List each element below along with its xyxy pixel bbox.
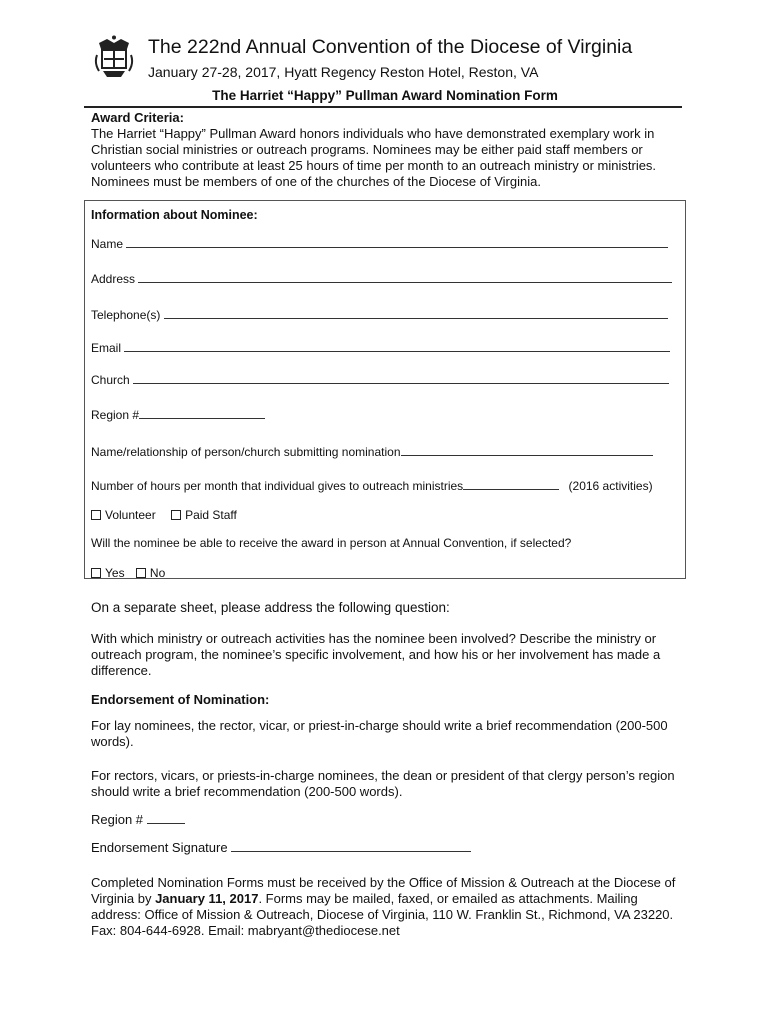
submitter-row <box>91 445 653 459</box>
form-title: The Harriet “Happy” Pullman Award Nomination Form <box>212 88 558 103</box>
address-field[interactable] <box>138 272 672 283</box>
deadline-date: January 11, 2017 <box>155 891 259 906</box>
yes-checkbox[interactable] <box>91 568 101 578</box>
name-field[interactable] <box>126 237 668 248</box>
address-label: Address <box>91 272 136 286</box>
telephone-row <box>91 308 668 322</box>
endorsement-region-field[interactable] <box>147 813 185 824</box>
address-row <box>91 272 672 286</box>
page-title: The 222nd Annual Convention of the Diocese of Virginia <box>148 36 633 58</box>
church-label: Church <box>91 373 130 387</box>
award-criteria <box>91 110 691 190</box>
question-intro: On a separate sheet, please address the following question: <box>91 600 450 615</box>
region-label: Region # <box>91 408 140 422</box>
email-label: Email <box>91 341 122 355</box>
name-row <box>91 237 668 251</box>
criteria-heading: Award Criteria: <box>91 110 184 125</box>
criteria-text: The Harriet “Happy” Pullman Award honors individuals who have demonstrated exemplary work in Christian social ministries or outreach programs. Nominees may be either paid staff members or volunteers who contribute at least 25 hours of time per month to an outreach ministry or ministries. Nominees must be members of one of the churches of the Diocese of Virginia. <box>91 126 657 189</box>
instructions-text-1: Completed Nomination Forms must be received by the Office of Mission & Outreach at the Diocese of Virginia by <box>91 875 676 906</box>
attend-question: Will the nominee be able to receive the award in person at Annual Convention, if selected? <box>91 536 572 550</box>
attend-options <box>91 566 177 580</box>
clergy-endorsement-text: For rectors, vicars, or priests-in-charge nominees, the dean or president of that clergy person’s region should write a brief recommendation (200-500 words). <box>91 768 675 799</box>
endorsement-heading: Endorsement of Nomination: <box>91 692 270 707</box>
telephone-field[interactable] <box>164 308 668 319</box>
no-checkbox[interactable] <box>136 568 146 578</box>
nominee-heading: Information about Nominee: <box>91 208 258 222</box>
paid-staff-option[interactable] <box>171 508 237 522</box>
name-label: Name <box>91 237 124 251</box>
church-row <box>91 373 669 387</box>
paid-staff-label: Paid Staff <box>185 508 237 522</box>
region-row <box>91 408 265 422</box>
signature-row <box>91 840 471 855</box>
hours-suffix: (2016 activities) <box>568 479 653 493</box>
lay-endorsement-text: For lay nominees, the rector, vicar, or priest-in-charge should write a brief recommendation (200-500 words). <box>91 718 668 749</box>
yes-option[interactable] <box>91 566 125 580</box>
submitter-field[interactable] <box>401 445 653 456</box>
header-divider <box>84 106 682 108</box>
volunteer-label: Volunteer <box>105 508 156 522</box>
volunteer-option[interactable] <box>91 508 156 522</box>
email-field[interactable] <box>124 341 670 352</box>
signature-field[interactable] <box>231 841 471 852</box>
instructions-text-2: . Forms may be mailed, faxed, or emailed as attachments. Mailing address: Office of Mission & Outreach, Diocese of Virginia, 110 W. Franklin St., Richmond, VA 23220. Fax: 804-644-6928. Email: mabryant@thediocese.net <box>91 891 674 938</box>
yes-label: Yes <box>105 566 125 580</box>
submitter-label: Name/relationship of person/church submitting nomination <box>91 445 401 459</box>
endorsement-region-row <box>91 812 185 827</box>
region-field[interactable] <box>139 408 265 419</box>
question-text: With which ministry or outreach activities has the nominee been involved? Describe the ministry or outreach program, the nominee’s specific involvement, and how his or her involvement has made a difference. <box>91 631 661 678</box>
hours-label: Number of hours per month that individual gives to outreach ministries <box>91 479 464 493</box>
email-row <box>91 341 670 355</box>
diocese-seal-icon <box>93 35 135 81</box>
signature-label: Endorsement Signature <box>91 840 228 855</box>
volunteer-checkbox[interactable] <box>91 510 101 520</box>
submission-instructions <box>91 875 691 939</box>
nominee-info-box <box>84 200 686 579</box>
church-field[interactable] <box>133 373 669 384</box>
hours-row <box>91 479 653 493</box>
no-label: No <box>149 566 166 580</box>
paid-staff-checkbox[interactable] <box>171 510 181 520</box>
no-option[interactable] <box>136 566 165 580</box>
hours-field[interactable] <box>463 479 559 490</box>
event-details: January 27-28, 2017, Hyatt Regency Reston Hotel, Reston, VA <box>148 64 539 80</box>
telephone-label: Telephone(s) <box>91 308 161 322</box>
role-options <box>91 508 249 522</box>
endorsement-region-label: Region # <box>91 812 144 827</box>
